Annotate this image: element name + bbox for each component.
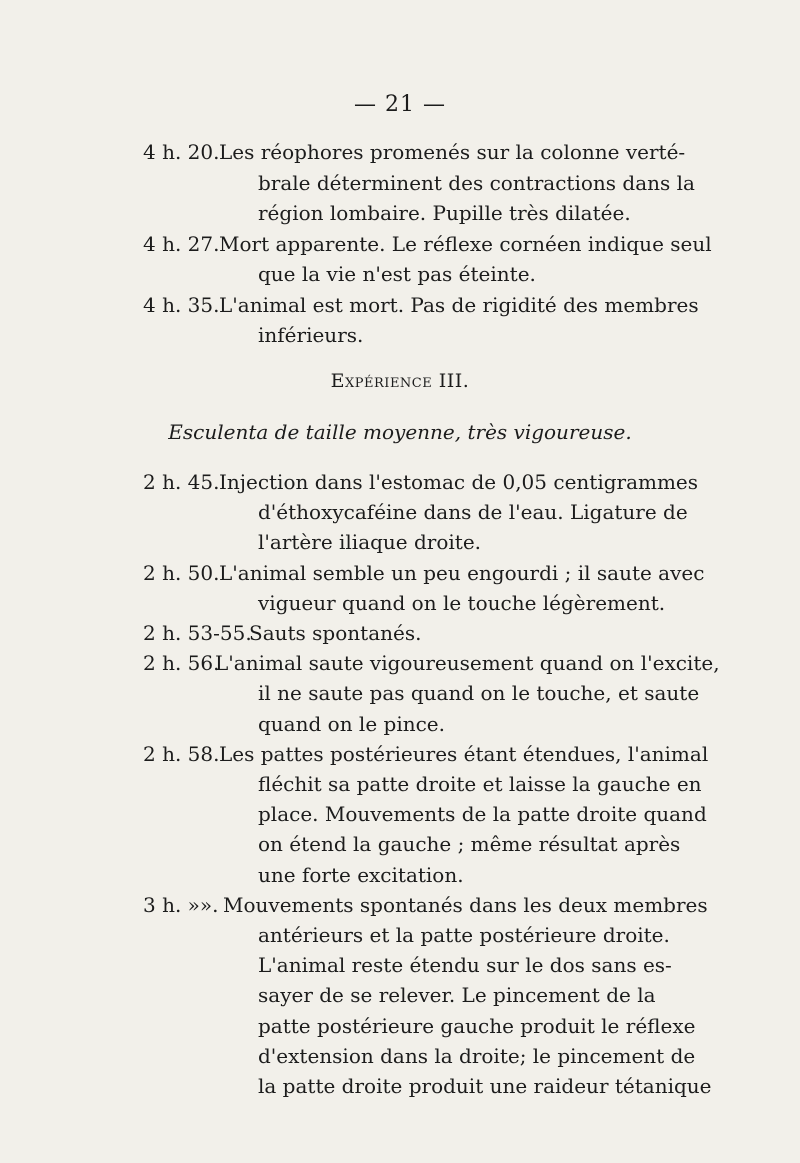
entry-text-line: d'extension dans la droite; le pincement de (258, 1043, 696, 1068)
entry-text-line: Sauts spontanés. (249, 621, 422, 645)
entry-text-line: région lombaire. Pupille très dilatée. (258, 201, 631, 225)
entry-text-line: sayer de se relever. Le pincement de la (258, 983, 656, 1008)
experiment-title-text: Expérience III. (330, 370, 470, 392)
entry-text-line: inférieurs. (258, 323, 364, 347)
entry-text-line: quand on le pince. (258, 711, 445, 736)
entry-text-line: patte postérieure gauche produit le réflexe (258, 1013, 696, 1038)
entry-text-line: L'animal reste étendu sur le dos sans es- (258, 953, 672, 978)
entry-time: 4 h. 35. (143, 292, 220, 317)
experiment-title (0, 370, 800, 392)
entry-time: 2 h. 56. (143, 651, 220, 676)
entry-text-line: vigueur quand on le touche légèrement. (258, 590, 666, 615)
entry-text-line: place. Mouvements de la patte droite quand (258, 802, 707, 827)
entry-time: 4 h. 20. (143, 140, 220, 164)
entry-time: 4 h. 27. (143, 231, 220, 256)
entry-text-line: Injection dans l'estomac de 0,05 centigrammes (219, 470, 699, 494)
entry-text-line: l'artère iliaque droite. (258, 530, 482, 555)
entry-text-line: Mort apparente. Le réflexe cornéen indique seul (219, 231, 712, 256)
experiment-subtitle: Esculenta de taille moyenne, très vigoureuse. (168, 420, 632, 444)
page-number: — 21 — (354, 92, 446, 117)
entry-text-line: L'animal est mort. Pas de rigidité des membres (219, 292, 699, 317)
entry-text-line: brale déterminent des contractions dans la (258, 170, 695, 195)
entry-text-line: L'animal semble un peu engourdi ; il saute avec (219, 560, 705, 585)
entry-time: 2 h. 50. (143, 560, 220, 585)
entry-time: 2 h. 58. (143, 741, 220, 766)
entry-time: 2 h. 53-55. (143, 621, 252, 645)
entry-text-line: la patte droite produit une raideur tétanique (258, 1074, 712, 1098)
entry-time: 2 h. 45. (143, 470, 220, 494)
entry-text-line: une forte excitation. (258, 862, 464, 887)
entry-text-line: Les pattes postérieures étant étendues, l'animal (219, 741, 709, 766)
entry-text-line: antérieurs et la patte postérieure droite. (258, 923, 670, 947)
entry-time: 3 h. »». (143, 892, 219, 917)
entry-text-line: fléchit sa patte droite et laisse la gauche en (258, 772, 702, 796)
entry-text-line: Les réophores promenés sur la colonne verté- (219, 140, 686, 164)
entry-text-line: L'animal saute vigoureusement quand on l'excite, (215, 651, 720, 676)
entry-text-line: il ne saute pas quand on le touche, et saute (258, 681, 700, 706)
entry-text-line: Mouvements spontanés dans les deux membres (223, 892, 708, 917)
entry-text-line: que la vie n'est pas éteinte. (258, 262, 536, 286)
entry-text-line: on étend la gauche ; même résultat après (258, 832, 681, 857)
entry-text-line: d'éthoxycaféine dans de l'eau. Ligature de (258, 500, 688, 525)
